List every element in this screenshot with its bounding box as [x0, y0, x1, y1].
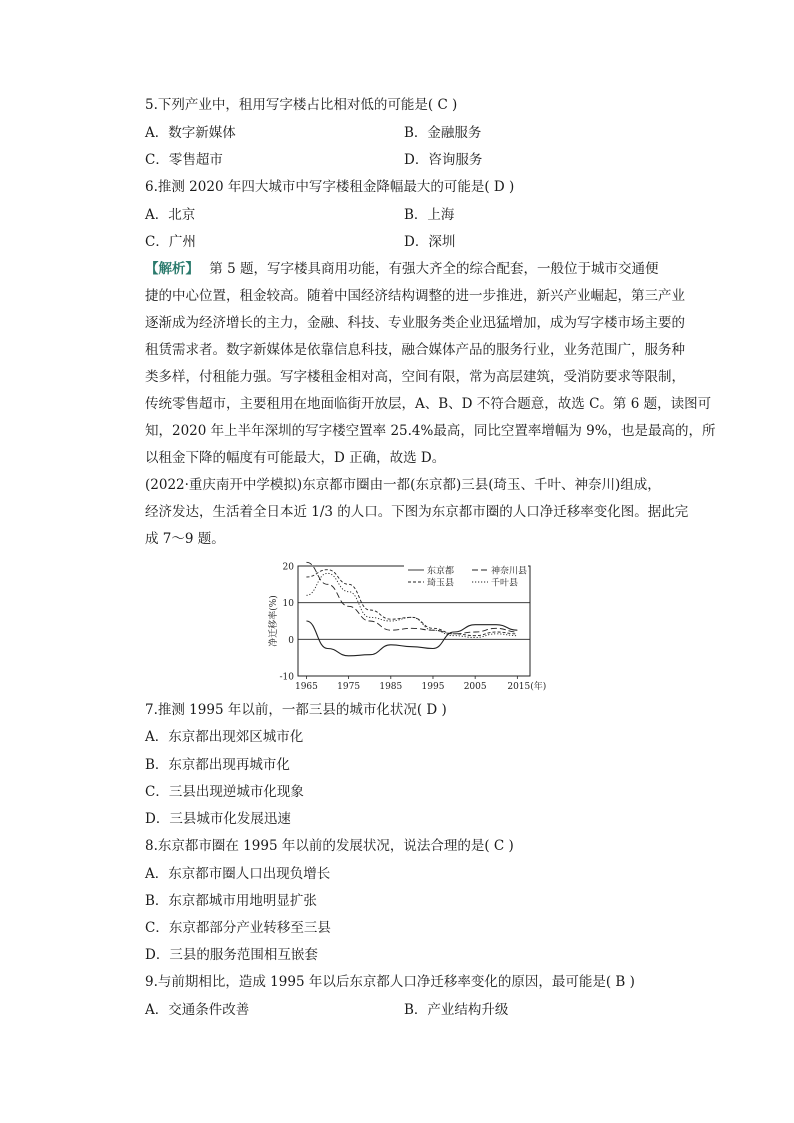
q7-option-c: C．三县出现逆城市化现象	[145, 784, 304, 800]
q5-option-d: D．咨询服务	[404, 152, 483, 168]
analysis-line-6: 传统零售超市，主要租用在地面临街开放层，A、B、D 不符合题意，故选 C。第 6 题，读图可	[145, 396, 712, 412]
analysis-text-1: 第 5 题，写字楼具商用功能，有强大齐全的综合配套，一般位于城市交通便	[209, 261, 659, 277]
y-tick-label-1: 0	[288, 635, 294, 646]
q5-option-c: C．零售超市	[145, 152, 223, 168]
q7-option-b: B．东京都出现再城市化	[145, 757, 290, 773]
analysis-line-7: 知，2020 年上半年深圳的写字楼空置率 25.4%最高，同比空置率增幅为 9%，也是最高的，所	[145, 423, 716, 439]
x-tick-label-5: 2015(年)	[507, 682, 547, 692]
q5-option-b: B．金融服务	[404, 125, 482, 141]
legend-label-2: 琦玉县	[427, 578, 455, 589]
q8-stem: 8.东京都市圈在 1995 年以前的发展状况，说法合理的是( C )	[145, 838, 514, 854]
q8-option-c: C．东京都部分产业转移至三县	[145, 920, 331, 936]
legend-label-1: 神奈川县	[491, 566, 528, 577]
y-tick-label-0: -10	[279, 672, 294, 683]
migration-chart	[262, 556, 562, 696]
q6-stem: 6.推测 2020 年四大城市中写字楼租金降幅最大的可能是( D )	[145, 179, 515, 195]
q9-option-a: A．交通条件改善	[145, 1002, 250, 1018]
legend-label-3: 千叶县	[491, 578, 519, 589]
x-tick-label-0: 1965	[294, 682, 318, 692]
q7-stem: 7.推测 1995 年以前，一都三县的城市化状况( D )	[145, 702, 447, 718]
q6-option-b: B．上海	[404, 207, 455, 223]
series-line-0	[306, 621, 517, 656]
analysis-line-8: 以租金下降的幅度有可能最大，D 正确，故选 D。	[145, 450, 446, 466]
x-tick-label-4: 2005	[463, 682, 487, 692]
q7-option-a: A．东京都出现郊区城市化	[145, 729, 304, 745]
material-line-2: 经济发达，生活着全日本近 1/3 的人口。下图为东京都市圈的人口净迁移率变化图。据此完	[145, 504, 689, 520]
q8-option-b: B．东京都城市用地明显扩张	[145, 893, 317, 909]
chart-legend	[404, 564, 528, 589]
y-tick-label-3: 20	[282, 562, 294, 573]
y-tick-label-2: 10	[282, 599, 294, 610]
q5-option-a: A．数字新媒体	[145, 125, 236, 141]
analysis-line-4: 租赁需求者。数字新媒体是依靠信息科技，融合媒体产品的服务行业，业务范围广，服务种	[145, 342, 685, 358]
x-tick-label-1: 1975	[337, 682, 361, 692]
material-line-3: 成 7～9 题。	[145, 531, 225, 547]
q6-option-d: D．深圳	[404, 234, 456, 250]
analysis-line-2: 捷的中心位置，租金较高。随着中国经济结构调整的进一步推进，新兴产业崛起，第三产业	[145, 288, 685, 304]
q8-option-a: A．东京都市圈人口出现负增长	[145, 866, 331, 882]
q9-option-b: B．产业结构升级	[404, 1002, 509, 1018]
y-axis-label: 净迁移率(%)	[269, 595, 279, 647]
q9-stem: 9.与前期相比，造成 1995 年以后东京都人口净迁移率变化的原因，最可能是( B )	[145, 974, 635, 990]
x-tick-label-2: 1985	[379, 682, 403, 692]
analysis-tag: 【解析】	[145, 261, 199, 277]
q6-option-c: C．广州	[145, 234, 196, 250]
q5-stem: 5.下列产业中，租用写字楼占比相对低的可能是( C )	[145, 97, 458, 113]
q8-option-d: D．三县的服务范围相互嵌套	[145, 947, 318, 963]
legend-label-0: 东京都	[427, 566, 455, 577]
material-line-1: (2022·重庆南开中学模拟)东京都市圈由一都(东京都)三县(琦玉、千叶、神奈川)组成，	[145, 477, 661, 493]
analysis-line-5: 类多样，付租能力强。写字楼租金相对高，空间有限，常为高层建筑，受消防要求等限制，	[145, 369, 685, 385]
x-tick-label-3: 1995	[421, 682, 445, 692]
migration-chart-svg	[262, 556, 562, 696]
analysis-line-1	[145, 259, 658, 279]
q6-option-a: A．北京	[145, 207, 196, 223]
q7-option-d: D．三县城市化发展迅速	[145, 811, 291, 827]
analysis-line-3: 逐渐成为经济增长的主力，金融、科技、专业服务类企业迅猛增加，成为写字楼市场主要的	[145, 315, 685, 331]
